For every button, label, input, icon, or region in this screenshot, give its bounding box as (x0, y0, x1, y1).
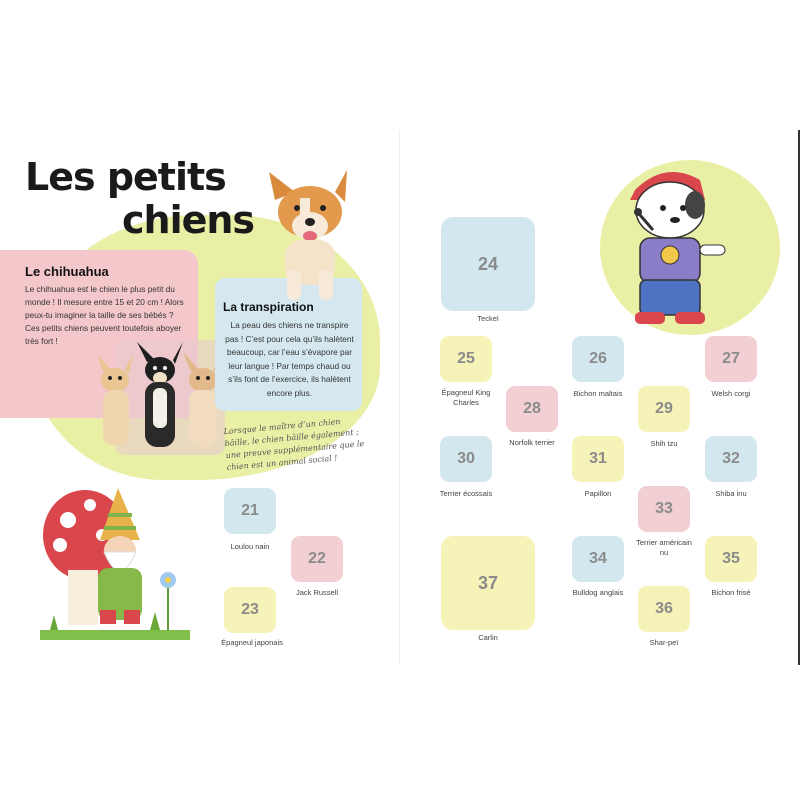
breed-label-31: Papillon (584, 489, 612, 498)
breed-label-28: Norfolk terrier (509, 438, 555, 447)
breed-label-29: Shih tzu (650, 439, 678, 448)
breed-tile-21: 21 (224, 488, 276, 534)
breed-label-37: Carlin (478, 633, 498, 642)
breed-tile-31: 31 (572, 436, 624, 482)
breed-tile-35: 35 (705, 536, 757, 582)
breed-label-34: Bulldog anglais (572, 588, 624, 597)
breed-label-35: Bichon frisé (711, 588, 751, 597)
breed-label-23: Épagneul japonais (221, 638, 283, 647)
social-animal-note: Lorsque le maître d’un chien bâille, le chien bâille également ; une preuve supplémentaire que le chien est un animal social ! (223, 416, 365, 473)
breed-tile-26: 26 (572, 336, 624, 382)
breed-label-27: Welsh corgi (711, 389, 751, 398)
breed-tile-28: 28 (506, 386, 558, 432)
breed-tile-32: 32 (705, 436, 757, 482)
breed-label-21: Loulou nain (230, 542, 270, 551)
breed-label-33: Terrier américain nu (636, 538, 692, 557)
breed-label-36: Shar-peï (649, 638, 679, 647)
breed-label-32: Shiba inu (715, 489, 747, 498)
breed-tile-36: 36 (638, 586, 690, 632)
breed-label-22: Jack Russell (295, 588, 339, 597)
breed-label-24: Teckel (477, 314, 499, 323)
breed-tile-33: 33 (638, 486, 690, 532)
transpiration-text: La peau des chiens ne transpire pas ! C’est pour cela qu’ils halètent beaucoup, car l’eau s’évapore par leur langue ! Par temps chaud ou s’ils font de l’exercice, ils halètent encore plus. (225, 320, 354, 398)
chihuahua-heading: Le chihuahua (25, 264, 109, 279)
gnome-mushroom-illustration (40, 480, 190, 640)
transpiration-heading: La transpiration (223, 300, 314, 314)
breed-tile-25: 25 (440, 336, 492, 382)
page-title-line-2: chiens (122, 198, 255, 242)
chihuahuas-photo (85, 340, 235, 455)
breed-label-26: Bichon maltais (573, 389, 623, 398)
corgi-photo (265, 170, 355, 305)
breed-tile-30: 30 (440, 436, 492, 482)
breed-label-30: Terrier écossais (439, 489, 493, 498)
rapper-dog-illustration (605, 160, 735, 330)
breed-tile-27: 27 (705, 336, 757, 382)
breed-tile-37: 37 (441, 536, 535, 630)
breed-label-25: Épagneul King Charles (441, 388, 491, 407)
chihuahua-text: Le chihuahua est le chien le plus petit du monde ! Il mesure entre 15 et 20 cm ! Alors peux-tu imaginer la taille de ses bébés ? Ces petits chiens peuvent toutefois aboyer très fort ! (25, 284, 184, 346)
breed-tile-34: 34 (572, 536, 624, 582)
book-spine (399, 130, 400, 665)
breed-tile-22: 22 (291, 536, 343, 582)
breed-tile-24: 24 (441, 217, 535, 311)
breed-tile-23: 23 (224, 587, 276, 633)
page-title-line-1: Les petits (25, 155, 226, 199)
breed-tile-29: 29 (638, 386, 690, 432)
